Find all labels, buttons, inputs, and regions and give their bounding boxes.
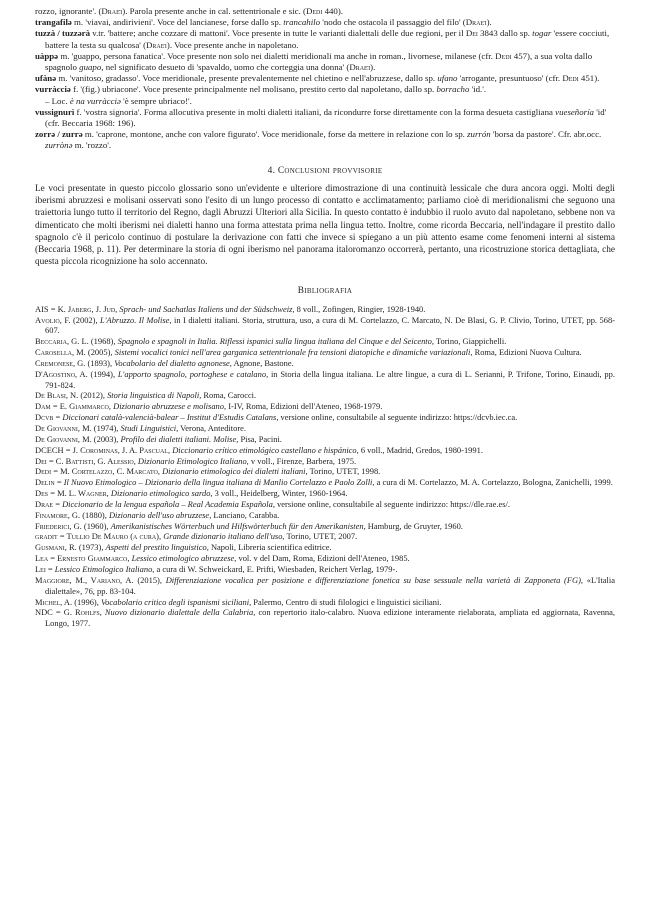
bib-details: , «L'Italia dialettale», 76, pp. 83-104. — [45, 574, 615, 596]
entry-text: , nel significato desueto di 'spavaldo, uomo che corteggia una donna' ( — [101, 62, 350, 73]
etymon: vuesеñoría — [555, 106, 594, 117]
etymon: guapo — [79, 62, 102, 73]
bibliography-entry — [35, 456, 615, 467]
bib-author: Dam = E. Giammarco, — [35, 401, 114, 412]
entry-text: v.tr. 'battere; anche cozzare di mattoni'. Voce presente in tutte le varianti dialettali delle due regioni, per il — [90, 28, 466, 39]
bib-author: Dedi = M. Cortelazzo, C. Marcato, — [35, 466, 163, 477]
bib-title: Profilo dei dialetti italiani. Molise — [120, 433, 237, 444]
bib-details: , Napoli, Libreria scientifica editrice. — [206, 542, 332, 553]
bibliography-entry — [35, 488, 615, 499]
bib-details: , Verona, Anteditore. — [176, 423, 246, 433]
bib-details: , in Storia della lingua italiana. Le altre lingue, a cura di L. Serianni, P. Trifone, Torino, Einaudi, pp. 791-824. — [45, 368, 615, 390]
bibliography-entry — [35, 369, 615, 391]
bib-title: Sprach- und Sachatlas Italiens und der Südschweiz — [119, 303, 293, 314]
usage-example — [35, 96, 615, 107]
headword: tuzzà / tuzzərà — [35, 28, 91, 39]
entry-text: 'borsa da pastore'. Cfr. abr.occ. — [490, 129, 602, 140]
bib-details: , versione online, consultabile al seguente indirizzo: https://dcvb.iec.ca. — [276, 412, 518, 423]
bib-details: , 6 voll., Madrid, Gredos, 1980-1991. — [356, 444, 483, 455]
bibliography-entry — [35, 423, 615, 434]
bib-author: Des = M. L. Wagner, — [35, 488, 111, 499]
bib-author: Avolio, F. (2002), — [35, 314, 101, 325]
bib-author: Gusmani, R. (1973), — [35, 542, 106, 553]
bib-title: Dizionario Etimologico Italiano — [137, 455, 247, 466]
entry-text: ). — [370, 62, 376, 73]
bib-details: , v voll., Firenze, Barbera, 1975. — [246, 455, 357, 466]
bib-title: Dizionario etimologico sardo — [110, 488, 211, 499]
etymon: ufano — [437, 73, 458, 84]
source-ref: Draeί — [146, 39, 167, 50]
entry-text: 3843 dallo sp. — [477, 28, 533, 39]
bib-author: Dei = C. Battisti, G. Alessio, — [35, 455, 138, 466]
bibliography-entry — [35, 358, 615, 369]
bib-author: AIS = K. Jaberg, J. Jud, — [35, 303, 120, 314]
bib-title: Storia linguistica di Napoli — [107, 390, 200, 401]
bibliography-entry — [35, 510, 615, 521]
bib-details: , Torino, UTET, 2007. — [282, 531, 358, 542]
bibliography-entry — [35, 401, 615, 412]
headword: uàppə — [35, 50, 59, 61]
entry-text: m. 'vanitoso, gradasso'. Voce meridionale, presente prevalentemente nel chietino e nell'abruzzese, dallo sp. — [56, 73, 438, 84]
bibliography-entry — [35, 521, 615, 532]
bib-title: Dizionario abruzzese e molisano — [113, 401, 224, 412]
bibliography-entry — [35, 336, 615, 347]
source-ref: Dedi — [305, 6, 323, 16]
bib-details: , I-IV, Roma, Edizioni dell'Ateneo, 1968-1979. — [223, 401, 383, 412]
entry-text: 440). — [322, 6, 343, 16]
bibliography-entry — [35, 499, 615, 510]
bib-author: Lea = Ernesto Giammarco, — [35, 553, 132, 564]
bib-details: , 3 voll., Heidelberg, Winter, 1960-1964. — [210, 488, 348, 499]
bib-author: gradit = Tullio De Mauro (a cura), — [35, 531, 164, 542]
glossary-entry — [35, 107, 615, 129]
glossary-entry — [35, 129, 615, 151]
bib-title: Studi Linguistici — [120, 423, 177, 433]
bib-author: NDC = G. Rohlfs, — [35, 607, 105, 618]
bib-title: Diccionario de la lengua española – Real Academia Española — [62, 498, 273, 509]
bib-title: Differenziazione vocalica per posizione e differenziazione fonetica su base sessuale nella varietà di Zapponeta (FG) — [165, 574, 581, 585]
bibliography-entry — [35, 315, 615, 337]
entry-text: ). Parola presente anche in cal. settentrionale e sic. ( — [122, 6, 306, 16]
bib-details: , vol. v del Dam, Roma, Edizioni dell'Ateneo, 1985. — [234, 553, 410, 564]
bib-title: Dizionario etimologico dei dialetti italiani — [162, 466, 306, 477]
conclusion-paragraph: Le voci presentate in questo piccolo glossario sono un'evidente e ulteriore dimostrazione di una continuità lessicale che dura ancora oggi. Molti degli iberismi abruzzesi e molisani osservati sono l'esito di un lungo processo di contatto e acclimatamento; parliamo cioè di meridionalismi che seguono una traiettoria lungo tutto il territorio del Regno, dagli Abruzzi Ulteriori alla Sicilia. In questo contatto è indubbio il ruolo avuto dal napoletano, sebbene non va dimenticato che molti iberismi nei dialetti hanno una forma attestata prima nella lingua tetto. Inoltre, come ricorda Beccaria, nell'indagare il prestito dallo spagnolo c'è il pericolo continuo di postulare la derivazione con fatti che invece si spiegano a un più attento esame come fenomeni interni al sistema (Beccaria 1968, p. 11). Per determinare la storia di ogni iberismo nel panorama italoromanzo occorrerà, pertanto, una ricostruzione storica dettagliata, che questa piccola ricognizione ha solo accennato. — [35, 183, 615, 268]
bib-title: Diccionari català-valencià-balear – Institut d'Estudis Catalans — [62, 412, 277, 423]
entry-text: m. 'caprone, montone, anche con valore figurato'. Voce meridionale, forse da mettere in relazione con lo sp. — [82, 129, 468, 140]
entry-text: m. 'rozzo'. — [72, 140, 112, 151]
bib-details: , a cura di W. Schweickard, E. Prifti, Wiesbaden, Reichert Verlag, 1979-. — [152, 563, 398, 574]
entry-text: ). Voce presente anche in napoletano. — [166, 39, 299, 50]
bib-title: Il Nuovo Etimologico – Dizionario della lingua italiana di Manlio Cortelazzo e Paolo Zolli — [63, 477, 373, 488]
bib-details: , in I dialetti italiani. Storia, struttura, uso, a cura di M. Cortelazzo, C. Marcato, N. De Blasi, G. P. Clivio, Torino, UTET, pp. 568-607. — [45, 314, 615, 336]
bib-title: Vocabolario del dialetto agnonese — [114, 357, 230, 368]
entry-text: m. 'guappo, persona fanatica'. Voce presente non solo nei dialetti meridionali ma anche in roman., livornese, milanese (cfr. — [58, 50, 496, 61]
entry-text: 'id.'. — [469, 84, 487, 95]
entry-text: 457), a sua volta dallo spagnolo — [45, 50, 593, 73]
bib-details: , Roma, Edizioni Nuova Cultura. — [470, 347, 582, 358]
bib-details: , Torino, UTET, 1998. — [305, 466, 381, 477]
bib-title: Nuovo dizionario dialettale della Calabria — [104, 607, 254, 618]
bib-author: Drae = — [35, 498, 63, 509]
entry-text: 451). — [578, 73, 600, 84]
etymon: trancahilo — [283, 17, 321, 28]
bib-author: Michel, A. (1996), — [35, 596, 101, 607]
bib-title: Sistemi vocalici tonici nell'area garganica settentrionale fra tensioni diatopiche e dinamiche variazionali — [114, 347, 471, 358]
entry-text: 'id' (cfr. Beccaria 1968: 196). — [45, 106, 607, 129]
bib-author: Lei = — [35, 563, 55, 574]
headword: trangafilə — [35, 17, 72, 28]
bibliography-entry — [35, 531, 615, 542]
bib-author: Beccaria, G. L. (1968), — [35, 336, 118, 347]
bib-details: , Lanciano, Carabba. — [209, 509, 280, 520]
bib-title: Lessico etimologico abruzzese — [131, 553, 235, 564]
bib-details: , Torino, Giappichelli. — [431, 336, 507, 347]
etymon: borracho — [436, 84, 470, 95]
entry-text: 'nodo che ostacola il passaggio del filo' ( — [320, 17, 466, 28]
entry-text: f. 'vostra signoria'. Forma allocutiva presente in molti dialetti italiani, da ricondurre forse direttamente con la forma desueta castigliana — [74, 106, 556, 117]
bib-details: , Agnone, Bastone. — [229, 357, 294, 368]
headword: vurràcciə — [35, 84, 71, 95]
bib-title: Vocabolario critico degli ispanismi siciliani — [100, 596, 250, 607]
bib-author: De Blasi, N. (2012), — [35, 390, 108, 401]
source-ref: Dedi — [562, 73, 579, 84]
bibliography-entry — [35, 597, 615, 608]
bib-details: , Roma, Carocci. — [199, 390, 257, 401]
bibliography-entry — [35, 434, 615, 445]
bib-author: De Giovanni, M. (1974), — [35, 423, 121, 433]
bib-title: L'Abruzzo. Il Molise — [100, 314, 170, 325]
bib-author: Maggiore, M., Variano, A. (2015), — [35, 574, 166, 585]
glossary-entry — [35, 73, 615, 84]
bib-author: De Giovanni, M. (2003), — [35, 433, 121, 444]
section-heading: 4. Conclusioni provvisorie — [267, 165, 383, 176]
bib-title: Lessico Etimologico Italiano — [54, 563, 153, 574]
glossary — [35, 6, 615, 152]
bib-author: Dcvb = — [35, 412, 63, 423]
entry-text: ). — [486, 17, 492, 28]
entry-text: f. '(fig.) ubriacone'. Voce presente principalmente nel molisano, prestito certo dal napoletano, dallo sp. — [70, 84, 437, 95]
bib-title: Grande dizionario italiano dell'uso — [163, 531, 283, 542]
bibliography-entry — [35, 304, 615, 315]
etymon: zurrònə — [45, 140, 73, 151]
bib-title: Diccionario crítico etimológico castellano e hispánico — [172, 444, 357, 455]
headword: vussignurì — [35, 106, 75, 117]
bibliography-entry — [35, 412, 615, 423]
bib-details: , a cura di M. Cortelazzo, M. A. Cortelazzo, Bologna, Zanichelli, 1999. — [372, 477, 613, 488]
bibliography-list — [35, 304, 615, 629]
bib-details: , Hamburg, de Gruyter, 1960. — [363, 520, 463, 531]
glossary-entry — [35, 17, 615, 28]
bib-author: DCECH = J. Corominas, J. A. Pascual, — [35, 444, 173, 455]
bib-author: Carosella, M. (2005), — [35, 347, 115, 358]
bib-author: Finamore, G. (1880), — [35, 509, 109, 520]
bibliography-entry — [35, 575, 615, 597]
source-ref: Dei — [465, 28, 478, 39]
example-phrase: è na vurràcciə — [69, 95, 121, 106]
bib-details: , con repertorio italo-calabro. Nuova edizione interamente rielaborata, ampliata ed aggiornata, Ravenna, Longo, 1977. — [45, 607, 616, 629]
etymon: togar — [532, 28, 552, 39]
bibliography-entry — [35, 553, 615, 564]
bib-title: L'apporto spagnolo, portoghese e catalano — [117, 368, 267, 379]
bib-author: Friederici, G. (1960), — [35, 520, 111, 531]
source-ref: Draeί — [349, 62, 371, 73]
bib-title: Aspetti del prestito linguistico — [105, 542, 207, 553]
bib-details: , Palermo, Centro di studi filologici e linguistici siciliani. — [249, 596, 442, 607]
bib-details: , 8 voll., Zofingen, Ringier, 1928-1940. — [292, 303, 426, 314]
bibliography-entry — [35, 445, 615, 456]
glossary-entry — [35, 6, 615, 17]
bibliography-entry — [35, 477, 615, 488]
entry-text: 'arrogante, presuntuoso' (cfr. — [457, 73, 563, 84]
glossary-entry — [35, 84, 615, 95]
etymon: zurrón — [467, 129, 491, 140]
bibliography-entry — [35, 607, 615, 629]
headword: ufànə — [35, 73, 57, 84]
bib-title: Dizionario dell'uso abruzzese — [108, 509, 210, 520]
bibliography-heading: Bibliografia — [297, 285, 353, 296]
bibliography-entry — [35, 542, 615, 553]
example-prefix: – Loc. — [45, 95, 70, 106]
source-ref: Dedi — [495, 50, 512, 61]
glossary-entry — [35, 51, 615, 73]
bib-details: , Pisa, Pacini. — [236, 433, 282, 444]
entry-text: m. 'viavai, andirivieni'. Voce del lancianese, forse dallo sp. — [71, 17, 284, 28]
source-ref: Draeί — [101, 6, 123, 16]
source-ref: Draeί — [465, 17, 487, 28]
bib-title: Spagnolo e spagnoli in Italia. Riflessi ispanici sulla lingua italiana del Cinque e del Seicento — [117, 336, 432, 347]
bib-author: Delin = — [35, 477, 64, 488]
headword: zorrə / zurrə — [35, 129, 83, 140]
bibliography-entry — [35, 390, 615, 401]
example-gloss: 'è sempre ubriaco!'. — [120, 95, 192, 106]
bibliography-entry — [35, 347, 615, 358]
glossary-entry — [35, 28, 615, 50]
bibliography-entry — [35, 564, 615, 575]
entry-text: 'essere cocciuti, battere la testa su qualcosa' ( — [45, 28, 610, 50]
bib-author: D'Agostino, A. (1994), — [35, 368, 118, 379]
bib-author: Cremonese, G. (1893), — [35, 357, 115, 368]
bib-title: Amerikanistisches Wörterbuch und Hilfswörterbuch für den Amerikanisten — [110, 520, 364, 531]
bibliography-entry — [35, 466, 615, 477]
entry-text: rozzo, ignorante'. ( — [35, 6, 102, 16]
bib-details: , versione online, consultabile al seguente indirizzo: https://dle.rae.es/. — [272, 498, 510, 509]
